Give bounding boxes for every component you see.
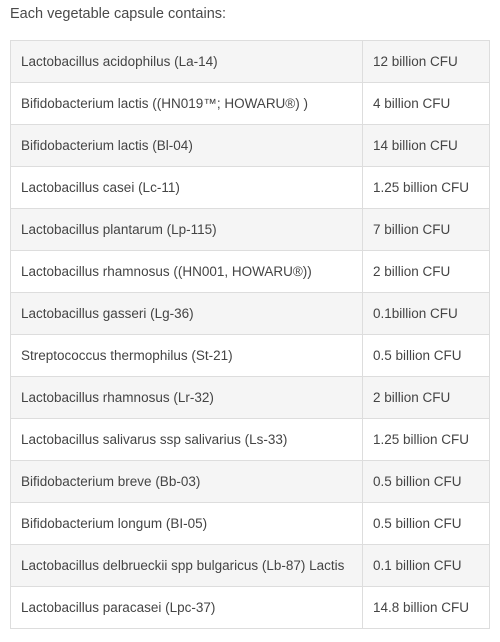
table-row bbox=[11, 377, 490, 419]
table-row bbox=[11, 125, 490, 167]
intro-text: Each vegetable capsule contains: bbox=[10, 6, 227, 22]
strain-name: Bifidobacterium lactis ((HN019™; HOWARU®) ) bbox=[11, 83, 363, 125]
cfu-amount: 4 billion CFU bbox=[362, 83, 489, 125]
cfu-amount: 14 billion CFU bbox=[362, 125, 489, 167]
cfu-amount: 0.1billion CFU bbox=[362, 293, 489, 335]
table-row bbox=[11, 167, 490, 209]
strain-name: Lactobacillus gasseri (Lg-36) bbox=[11, 293, 363, 335]
cfu-amount: 2 billion CFU bbox=[362, 251, 489, 293]
cfu-amount: 0.1 billion CFU bbox=[362, 545, 489, 587]
table-row bbox=[11, 419, 490, 461]
strain-name: Lactobacillus salivarus ssp salivarius (Ls-33) bbox=[11, 419, 363, 461]
table-row bbox=[11, 545, 490, 587]
cfu-amount: 0.5 billion CFU bbox=[362, 503, 489, 545]
cfu-amount: 1.25 billion CFU bbox=[362, 419, 489, 461]
strain-name: Lactobacillus casei (Lc-11) bbox=[11, 167, 363, 209]
cfu-amount: 7 billion CFU bbox=[362, 209, 489, 251]
strain-name: Lactobacillus plantarum (Lp-115) bbox=[11, 209, 363, 251]
strain-name: Bifidobacterium longum (BI-05) bbox=[11, 503, 363, 545]
cfu-amount: 1.25 billion CFU bbox=[362, 167, 489, 209]
strain-name: Lactobacillus paracasei (Lpc-37) bbox=[11, 587, 363, 629]
table-row bbox=[11, 41, 490, 83]
cfu-amount: 2 billion CFU bbox=[362, 377, 489, 419]
table-row bbox=[11, 503, 490, 545]
strain-name: Lactobacillus acidophilus (La-14) bbox=[11, 41, 363, 83]
probiotic-strains-table bbox=[10, 40, 490, 629]
strain-name: Bifidobacterium breve (Bb-03) bbox=[11, 461, 363, 503]
cfu-amount: 12 billion CFU bbox=[362, 41, 489, 83]
cfu-amount: 0.5 billion CFU bbox=[362, 461, 489, 503]
table-row bbox=[11, 587, 490, 629]
table-row bbox=[11, 251, 490, 293]
strain-name: Lactobacillus delbrueckii spp bulgaricus (Lb-87) Lactis bbox=[11, 545, 363, 587]
strain-name: Streptococcus thermophilus (St-21) bbox=[11, 335, 363, 377]
table-row bbox=[11, 335, 490, 377]
table-row bbox=[11, 83, 490, 125]
strain-name: Lactobacillus rhamnosus ((HN001, HOWARU®)) bbox=[11, 251, 363, 293]
table-row bbox=[11, 209, 490, 251]
table-row bbox=[11, 461, 490, 503]
strain-name: Bifidobacterium lactis (Bl-04) bbox=[11, 125, 363, 167]
table-row bbox=[11, 293, 490, 335]
cfu-amount: 14.8 billion CFU bbox=[362, 587, 489, 629]
cfu-amount: 0.5 billion CFU bbox=[362, 335, 489, 377]
strain-name: Lactobacillus rhamnosus (Lr-32) bbox=[11, 377, 363, 419]
